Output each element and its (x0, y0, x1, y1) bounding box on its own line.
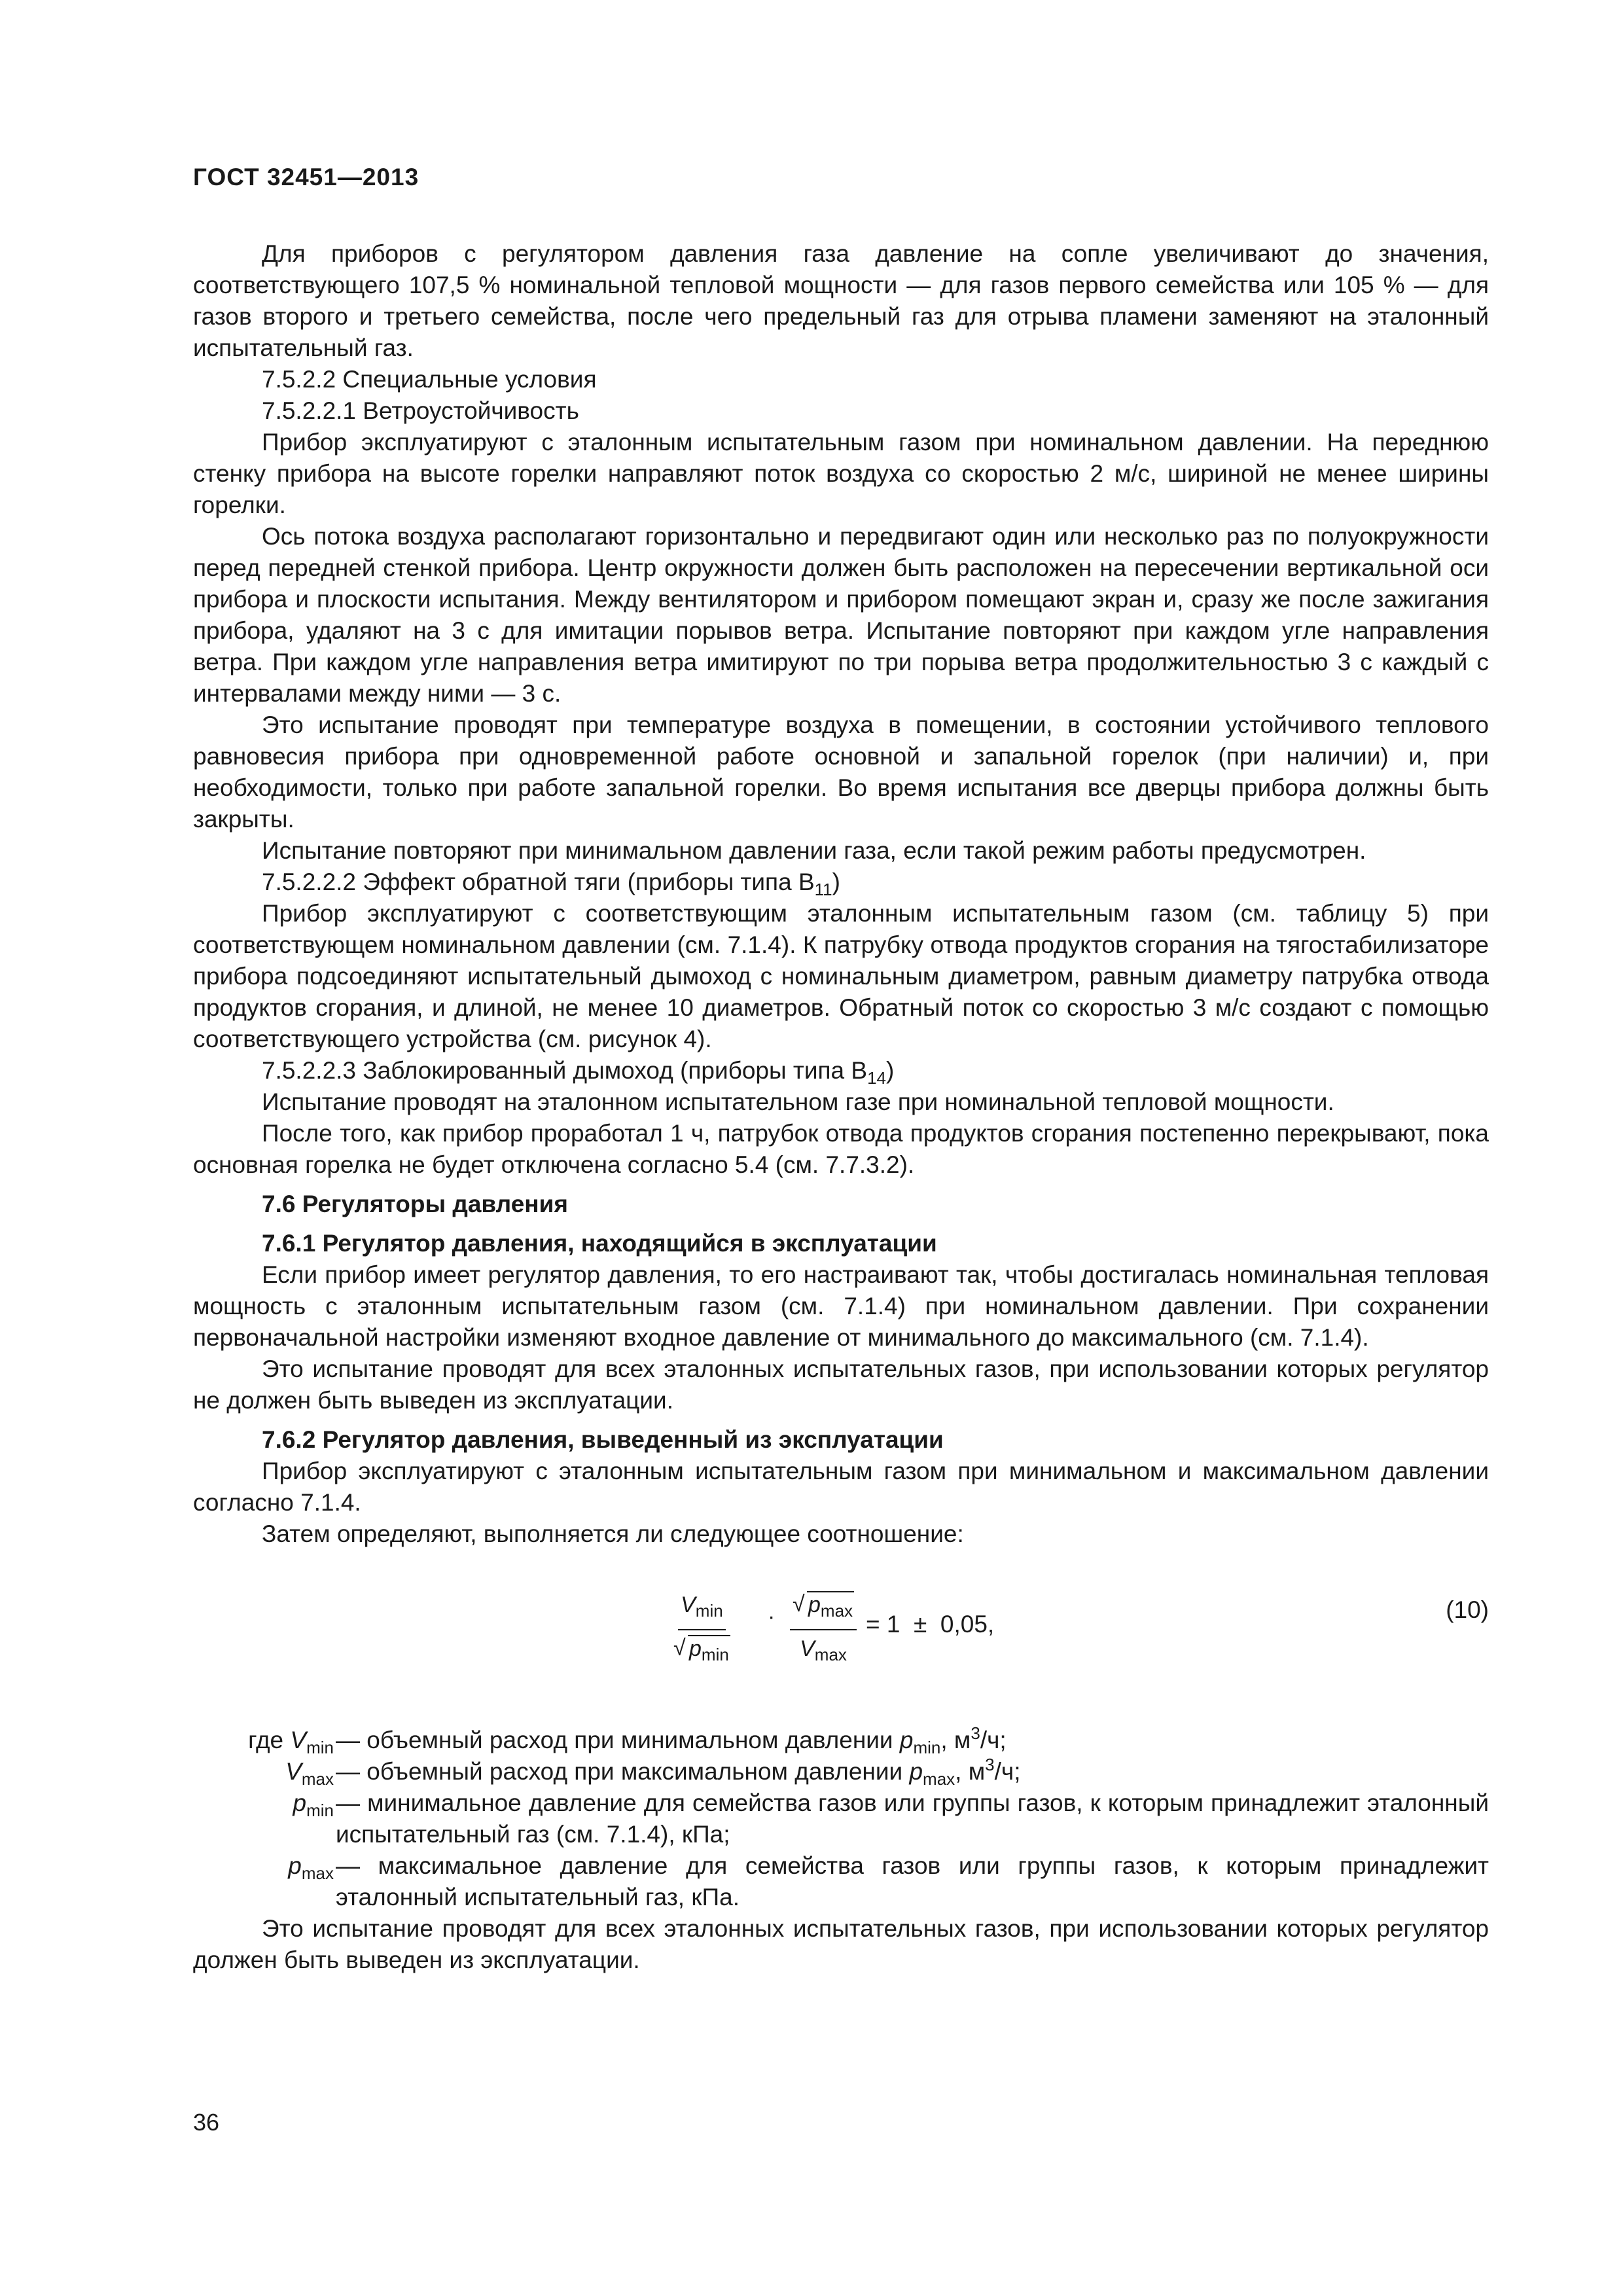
document-page (193, 164, 1489, 1976)
definitions-list (193, 1725, 1489, 1913)
heading-close: ) (886, 1057, 895, 1084)
definition-subscript: min (306, 1801, 334, 1820)
symbol-p: p (689, 1636, 702, 1661)
equation-number: (10) (1446, 1596, 1489, 1623)
symbol-v: V (681, 1592, 696, 1617)
definition-unit: , м (955, 1758, 986, 1785)
formula-10 (193, 1576, 1489, 1691)
fraction-sqrt-pmax-over-vmax (790, 1589, 857, 1670)
definition-symbol: p (909, 1758, 923, 1785)
heading-text: 7.5.2.2.2 Эффект обратной тяги (приборы типа B (262, 869, 815, 895)
subscript-max: max (814, 1645, 847, 1664)
standard-header: ГОСТ 32451—2013 (193, 164, 419, 190)
definition-subscript: min (913, 1738, 941, 1757)
definition-superscript: 3 (985, 1755, 995, 1774)
definition-subscript: max (301, 1863, 334, 1883)
section-heading-7-6-2: 7.6.2 Регулятор давления, выведенный из эксплуатации (262, 1426, 944, 1453)
paragraph: Испытание повторяют при минимальном давлении газа, если такой режим работы предусмотрен. (262, 837, 1366, 864)
sqrt-sign: √ (673, 1636, 686, 1660)
multiply-dot: · (768, 1604, 776, 1629)
definition-unit: /ч; (994, 1758, 1021, 1785)
paragraph: После того, как прибор проработал 1 ч, патрубок отвода продуктов сгорания постепенно перекрывают, пока основная горелка не будет отключена согласно 5.4 (см. 7.7.3.2). (193, 1120, 1489, 1178)
section-heading-7-5-2-2-2 (193, 867, 1489, 898)
paragraph: Прибор эксплуатируют с эталонным испытательным газом при номинальном давлении. На переднюю стенку прибора на высоте горелки направляют поток воздуха со скоростью 2 м/с, шириной не менее ширины горелки. (193, 429, 1489, 518)
definition-text: объемный расход при максимальном давлении (366, 1758, 910, 1785)
definition-symbol: p (288, 1852, 302, 1879)
definition-item (193, 1787, 1489, 1850)
definition-item (193, 1725, 1489, 1756)
definition-dash: — (336, 1727, 367, 1753)
section-heading-7-5-2-2-1: 7.5.2.2.1 Ветроустойчивость (262, 397, 579, 424)
subscript-max: max (820, 1601, 853, 1621)
definition-symbol: p (899, 1727, 914, 1753)
subscript: 14 (867, 1068, 886, 1088)
definition-subscript: min (306, 1738, 334, 1757)
paragraph: Прибор эксплуатируют с соответствующим эталонным испытательным газом (см. таблицу 5) при соответствующем номинальном давлении (см. 7.1.4). К патрубку отвода продуктов сгорания на тягостабилизаторе прибора подсоединяют испытательный дымоход с номинальным диаметром, равным диаметру патрубка отвода продуктов сгорания, и длиной, не менее 10 диаметров. Обратный поток со скоростью 3 м/с создают с помощью соответствующего устройства (см. рисунок 4). (193, 900, 1489, 1052)
definition-symbol: V (290, 1727, 307, 1753)
definition-item (193, 1850, 1489, 1913)
subscript-min: min (701, 1645, 729, 1664)
symbol-v: V (800, 1636, 815, 1661)
definition-text: минимальное давление для семейства газов или группы газов, к которым принадлежит эталонный испытательный газ (см. 7.1.4), кПа; (336, 1789, 1489, 1848)
subscript: 11 (814, 880, 832, 899)
section-heading-7-5-2-2: 7.5.2.2 Специальные условия (262, 366, 597, 393)
section-heading-7-6: 7.6 Регуляторы давления (262, 1191, 568, 1217)
definition-subscript: max (301, 1769, 334, 1789)
paragraph: Испытание проводят на эталонном испытательном газе при номинальной тепловой мощности. (262, 1088, 1334, 1115)
paragraph: Это испытание проводят при температуре воздуха в помещении, в состоянии устойчивого теплового равновесия прибора при одновременной работе основной и запальной горелок (при наличии) и, при необходимости, только при работе запальной горелки. Во время испытания все дверцы прибора должны быть закрыты. (193, 711, 1489, 833)
definition-lead: где (248, 1727, 291, 1753)
paragraph: Если прибор имеет регулятор давления, то его настраивают так, чтобы достигалась номинальная тепловая мощность с эталонным испытательным газом (см. 7.1.4) при номинальном давлении. При сохранении первоначальной настройки изменяют входное давление от минимального до максимального (см. 7.1.4). (193, 1261, 1489, 1351)
sqrt-sign: √ (793, 1592, 805, 1617)
definition-unit: , м (940, 1727, 971, 1753)
definition-dash: — (336, 1789, 368, 1816)
definition-symbol: p (293, 1789, 307, 1816)
symbol-p: p (808, 1592, 821, 1617)
definition-text: объемный расход при минимальном давлении (366, 1727, 900, 1753)
heading-close: ) (832, 869, 840, 895)
definition-dash: — (336, 1758, 367, 1785)
body-text (193, 238, 1489, 1976)
definition-symbol: V (285, 1758, 302, 1785)
page-number: 36 (193, 2109, 220, 2136)
paragraph: Для приборов с регулятором давления газа давление на сопле увеличивают до значения, соответствующего 107,5 % номинальной тепловой мощности — для газов первого семейства или 105 % — для газов второго и третьего семейства, после чего предельный газ для отрыва пламени заменяют на эталонный испытательный газ. (193, 240, 1489, 361)
definition-item (193, 1756, 1489, 1787)
paragraph: Прибор эксплуатируют с эталонным испытательным газом при минимальном и максимальном давлении согласно 7.1.4. (193, 1458, 1489, 1516)
definition-unit: /ч; (980, 1727, 1007, 1753)
definition-superscript: 3 (971, 1723, 980, 1743)
formula-rhs: = 1 ± 0,05, (866, 1611, 995, 1638)
paragraph: Это испытание проводят для всех эталонных испытательных газов, при использовании которых регулятор не должен быть выведен из эксплуатации. (193, 1355, 1489, 1414)
section-heading-7-6-1: 7.6.1 Регулятор давления, находящийся в эксплуатации (262, 1230, 937, 1257)
subscript-min: min (695, 1601, 723, 1621)
paragraph: Это испытание проводят для всех эталонных испытательных газов, при использовании которых регулятор должен быть выведен из эксплуатации. (193, 1915, 1489, 1973)
definition-subscript: max (923, 1769, 955, 1789)
fraction-vmin-over-sqrt-pmin (671, 1589, 733, 1670)
section-heading-7-5-2-2-3 (193, 1055, 1489, 1086)
paragraph: Затем определяют, выполняется ли следующее соотношение: (262, 1520, 964, 1547)
definition-text: максимальное давление для семейства газов или группы газов, к которым принадлежит эталонный испытательный газ, кПа. (336, 1852, 1489, 1910)
definition-dash: — (336, 1852, 378, 1879)
heading-text: 7.5.2.2.3 Заблокированный дымоход (приборы типа B (262, 1057, 868, 1084)
paragraph: Ось потока воздуха располагают горизонтально и передвигают один или несколько раз по полуокружности перед передней стенкой прибора. Центр окружности должен быть расположен на пересечении вертикальной оси прибора и плоскости испытания. Между вентилятором и прибором помещают экран и, сразу же после зажигания прибора, удаляют на 3 с для имитации порывов ветра. Испытание повторяют при каждом угле направления ветра. При каждом угле направления ветра имитируют по три порыва ветра продолжительностью 3 с каждый с интервалами между ними — 3 с. (193, 523, 1489, 707)
